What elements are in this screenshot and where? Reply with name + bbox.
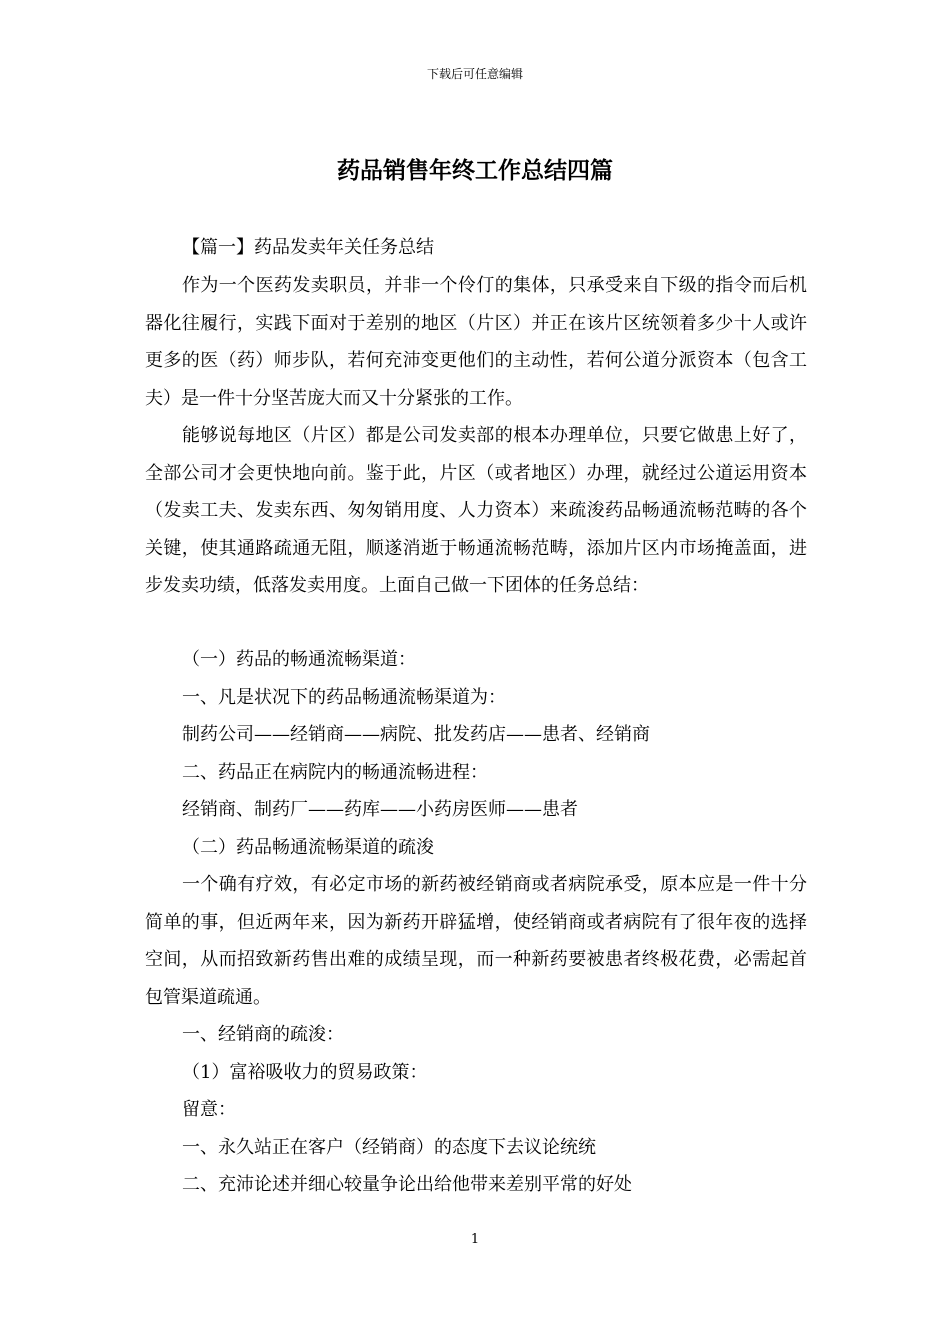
text-line: 留意：: [182, 1099, 236, 1120]
text-line: 一、凡是状况下的药品畅通流畅渠道为：: [182, 687, 506, 708]
text-line: 制药公司——经销商——病院、批发药店——患者、经销商: [182, 724, 650, 745]
section-heading: 【篇一】药品发卖年关任务总结: [182, 237, 434, 258]
text-line: 一、永久站正在客户（经销商）的态度下去议论统统: [182, 1137, 596, 1158]
header-note: 下载后可任意编辑: [426, 67, 523, 81]
page-number: 1: [470, 1232, 480, 1247]
text-line: 二、充沛论述并细心较量争论出给他带来差别平常的好处: [182, 1174, 632, 1195]
subheading: （二）药品畅通流畅渠道的疏浚: [182, 837, 434, 858]
paragraph: 作为一个医药发卖职员，并非一个伶仃的集体，只承受来自下级的指令而后机器化往履行，实践下面对于差别的地区（片区）并正在该片区统领着多少十人或许更多的医（药）师步队，若何充沛变更他们的主动性，若何公道分派资本（包含工夫）是一件十分坚苦庞大而又十分紧张的工作。: [145, 275, 807, 409]
paragraph: 一个确有疗效，有必定市场的新药被经销商或者病院承受，原本应是一件十分简单的事，但近两年来，因为新药开辟猛增，使经销商或者病院有了很年夜的选择空间，从而招致新药售出难的成绩呈现，而一种新药要被患者终极花费，必需起首包管渠道疏通。: [145, 874, 807, 1008]
text-line: 二、药品正在病院内的畅通流畅进程：: [182, 762, 488, 783]
text-line: 经销商、制药厂——药库——小药房医师——患者: [182, 799, 578, 820]
subheading: （一）药品的畅通流畅渠道：: [182, 649, 416, 670]
document-title: 药品销售年终工作总结四篇: [337, 157, 613, 184]
text-line: （1）富裕吸收力的贸易政策：: [182, 1062, 428, 1083]
text-line: 一、经销商的疏浚：: [182, 1024, 344, 1045]
paragraph: 能够说每地区（片区）都是公司发卖部的根本办理单位，只要它做患上好了，全部公司才会更快地向前。鉴于此，片区（或者地区）办理，就经过公道运用资本（发卖工夫、发卖东西、匆匆销用度、人力资本）来疏浚药品畅通流畅范畴的各个关键，使其通路疏通无阻，顺遂消逝于畅通流畅范畴，添加片区内市场掩盖面，进步发卖功绩，低落发卖用度。上面自己做一下团体的任务总结：: [145, 425, 807, 596]
